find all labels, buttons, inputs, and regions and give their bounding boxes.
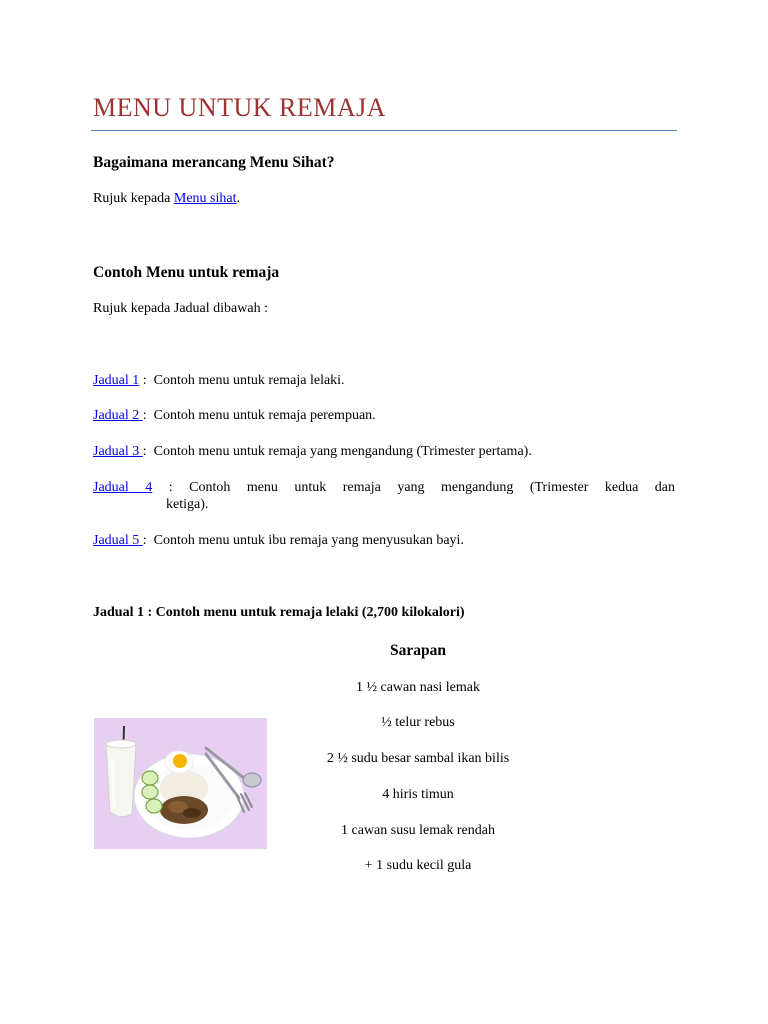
- menu-sihat-suffix: .: [236, 191, 240, 206]
- menu-sihat-prefix: Rujuk kepada: [93, 191, 174, 206]
- jadual-row-3: [93, 444, 675, 460]
- jadual-4-sep: :: [152, 480, 190, 495]
- jadual-5-desc: Contoh menu untuk ibu remaja yang menyusukan bayi.: [153, 533, 464, 548]
- breakfast-illustration: [94, 718, 267, 849]
- jadual-2-link[interactable]: Jadual 2: [93, 408, 143, 423]
- page-title: MENU UNTUK REMAJA: [93, 93, 387, 122]
- table1-title: Jadual 1 : Contoh menu untuk remaja lelaki (2,700 kilokalori): [93, 605, 465, 620]
- jadual-row-4: [93, 480, 675, 496]
- jadual-3-link[interactable]: Jadual 3: [93, 444, 143, 459]
- title-underline: [91, 130, 677, 131]
- menu-item: 2 ½ sudu besar sambal ikan bilis: [326, 751, 510, 766]
- jadual-row-2: [93, 408, 675, 424]
- menu-item: ½ telur rebus: [381, 715, 455, 730]
- menu-sihat-link[interactable]: Menu sihat: [173, 191, 237, 206]
- heading-healthy-menu: Bagaimana merancang Menu Sihat?: [93, 154, 335, 171]
- meal-title-sarapan: Sarapan: [390, 642, 446, 659]
- jadual-2-sep: :: [142, 408, 154, 423]
- jadual-5-link[interactable]: Jadual 5: [93, 533, 143, 548]
- jadual-3-sep: :: [142, 444, 154, 459]
- jadual-row-5: [93, 533, 675, 549]
- heading-example-menu: Contoh Menu untuk remaja: [93, 264, 280, 281]
- menu-item: 1 cawan susu lemak rendah: [341, 823, 495, 838]
- menu-item: 4 hiris timun: [382, 787, 454, 802]
- jadual-1-link[interactable]: Jadual 1: [93, 373, 140, 388]
- nasi-lemak-breakfast-photo: [94, 718, 267, 849]
- jadual-5-sep: :: [142, 533, 154, 548]
- jadual-4-link[interactable]: Jadual 4: [93, 480, 153, 495]
- menu-sihat-paragraph: [93, 191, 240, 207]
- menu-item: 1 ½ cawan nasi lemak: [355, 680, 480, 695]
- jadual-4-desc-cont: ketiga).: [166, 497, 209, 512]
- jadual-2-desc: Contoh menu untuk remaja perempuan.: [153, 408, 376, 423]
- jadual-4-desc: Contoh menu untuk remaja yang mengandung (Trimester kedua dan: [189, 480, 676, 495]
- jadual-3-desc: Contoh menu untuk remaja yang mengandung (Trimester pertama).: [153, 444, 532, 459]
- jadual-row-1: [93, 373, 675, 389]
- jadual-1-sep: :: [139, 373, 154, 388]
- jadual-1-desc: Contoh menu untuk remaja lelaki.: [153, 373, 345, 388]
- menu-item: + 1 sudu kecil gula: [364, 858, 472, 873]
- refer-table-text: Rujuk kepada Jadual dibawah :: [93, 301, 268, 316]
